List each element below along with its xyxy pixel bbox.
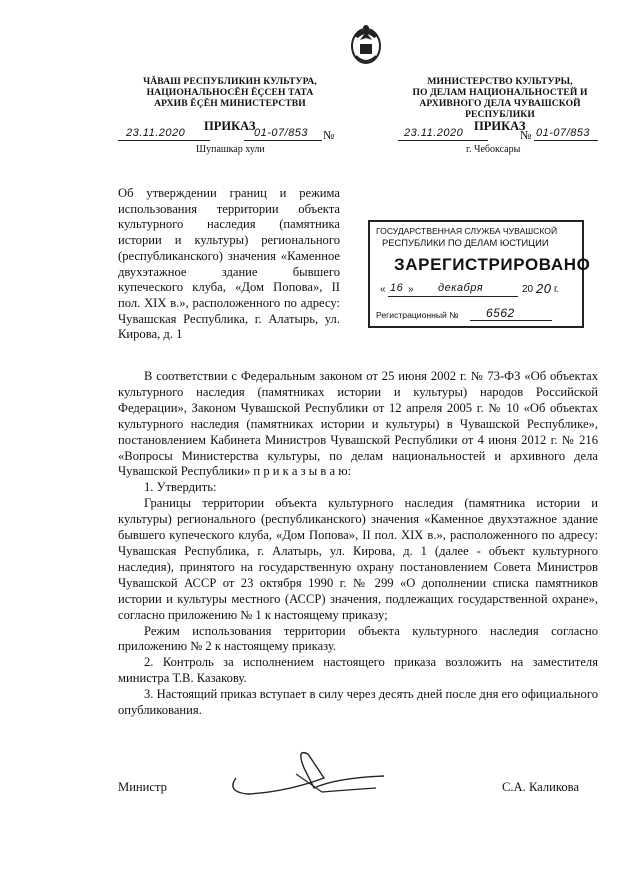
- right-number-sign: №: [520, 128, 532, 142]
- stamp-year-prefix: 20: [522, 284, 534, 295]
- right-number: 01-07/853: [536, 127, 591, 139]
- stamp-quote-open: «: [380, 284, 386, 295]
- left-prikaz-title: ПРИКАЗ: [204, 119, 256, 133]
- stamp-reg-underline: [470, 320, 552, 321]
- stamp-date-row: [380, 281, 572, 300]
- right-header-line: ПО ДЕЛАМ НАЦИОНАЛЬНОСТЕЙ И: [412, 87, 588, 98]
- left-date: 23.11.2020: [126, 127, 186, 139]
- stamp-line-2: РЕСПУБЛИКИ ПО ДЕЛАМ ЮСТИЦИИ: [382, 237, 549, 248]
- stamp-registered: ЗАРЕГИСТРИРОВАНО: [394, 255, 591, 274]
- stamp-quote-close: »: [408, 284, 414, 295]
- left-header-line: АРХИВ ĔÇĔН МИНИСТЕРСТВИ: [154, 98, 306, 109]
- right-header-line: МИНИСТЕРСТВО КУЛЬТУРЫ,: [427, 76, 573, 87]
- body-paragraph: Режим использования территории объекта культурного наследия согласно приложению № 2 к настоящему приказу.: [118, 623, 598, 654]
- order-body: [118, 369, 598, 719]
- left-city: Шупашкар хули: [196, 144, 265, 155]
- right-date: 23.11.2020: [404, 127, 464, 139]
- order-subject: Об утверждении границ и режима использования территории объекта культурного наследия (памятника истории и культуры) регионального (республиканского) значения «Каменное двухэтажное здание бывшего купеческого клуба, «Дом Попова», II пол. XIX в.», расположенного по адресу: Чувашская Республика, г. Алатырь, ул. Кирова, д. 1: [118, 186, 340, 342]
- signature-position: Министр: [118, 780, 167, 794]
- signature-name: С.А. Каликова: [502, 780, 580, 794]
- right-header-line: АРХИВНОГО ДЕЛА ЧУВАШСКОЙ РЕСПУБЛИКИ: [419, 98, 581, 120]
- right-number-line: [534, 140, 598, 141]
- stamp-reg-number: 6562: [486, 306, 515, 320]
- stamp-month: декабря: [438, 282, 484, 294]
- body-paragraph: 1. Утвердить:: [144, 480, 217, 495]
- left-header-line: НАЦИОНАЛЬНОСĔН ĔÇСЕН ТАТА: [146, 87, 314, 98]
- left-number: 01-07/853: [254, 127, 309, 139]
- right-ministry-header: [400, 76, 600, 120]
- coat-of-arms-emblem: [346, 22, 386, 68]
- stamp-year-g: г.: [554, 284, 560, 295]
- handwritten-signature: [226, 748, 388, 798]
- registration-stamp: [368, 220, 591, 328]
- left-header-line: ЧĂВАШ РЕСПУБЛИКИН КУЛЬТУРА,: [143, 76, 317, 87]
- left-number-line: [244, 140, 322, 141]
- stamp-line-1: ГОСУДАРСТВЕННАЯ СЛУЖБА ЧУВАШСКОЙ: [376, 226, 558, 236]
- stamp-year-suffix: 20: [536, 281, 552, 296]
- body-paragraph: 3. Настоящий приказ вступает в силу через десять дней после дня его официального опубликования.: [118, 687, 598, 718]
- left-ministry-header: [140, 76, 320, 109]
- body-paragraph: Границы территории объекта культурного наследия (памятника истории и культуры) регионального (республиканского) значения «Каменное двухэтажное здание бывшего купеческого клуба, «Дом Попова», II пол. XIX в.», расположенного по адресу: Чувашская Республика, г. Алатырь, ул. Кирова, д. 1 (далее - объект культурного наследия), принятого на государственную охрану постановлением Совета Министров Чувашской АССР от 23 октября 1990 г. № 299 «О дополнении списка памятников истории и культуры местного (АССР) значения, подлежащих государственной охране», согласно приложению № 1 к настоящему приказу;: [118, 496, 598, 622]
- right-date-line: [398, 140, 488, 141]
- body-paragraph: 2. Контроль за исполнением настоящего приказа возложить на заместителя министра Т.В. Казакову.: [118, 655, 598, 686]
- stamp-date-underline: [388, 296, 518, 297]
- left-date-line: [118, 140, 210, 141]
- right-prikaz-title: ПРИКАЗ: [474, 119, 526, 133]
- stamp-reg-label: Регистрационный №: [376, 310, 459, 320]
- left-number-sign: №: [323, 128, 335, 142]
- stamp-day: 16: [390, 282, 404, 294]
- body-paragraph: В соответствии с Федеральным законом от 25 июня 2002 г. № 73-ФЗ «Об объектах культурного наследия (памятниках истории и культуры) народов Российской Федерации», Законом Чувашской Республики от 12 апреля 2005 г. № 10 «Об объектах культурного наследия (памятниках истории и культуры) в Чувашской Республике», постановлением Кабинета Министров Чувашской Республики от 4 июня 2012 г. № 216 «Вопросы Министерства культуры, по делам национальностей и архивного дела Чувашской Республики» п р и к а з ы в а ю:: [118, 369, 598, 479]
- right-city: г. Чебоксары: [466, 144, 521, 155]
